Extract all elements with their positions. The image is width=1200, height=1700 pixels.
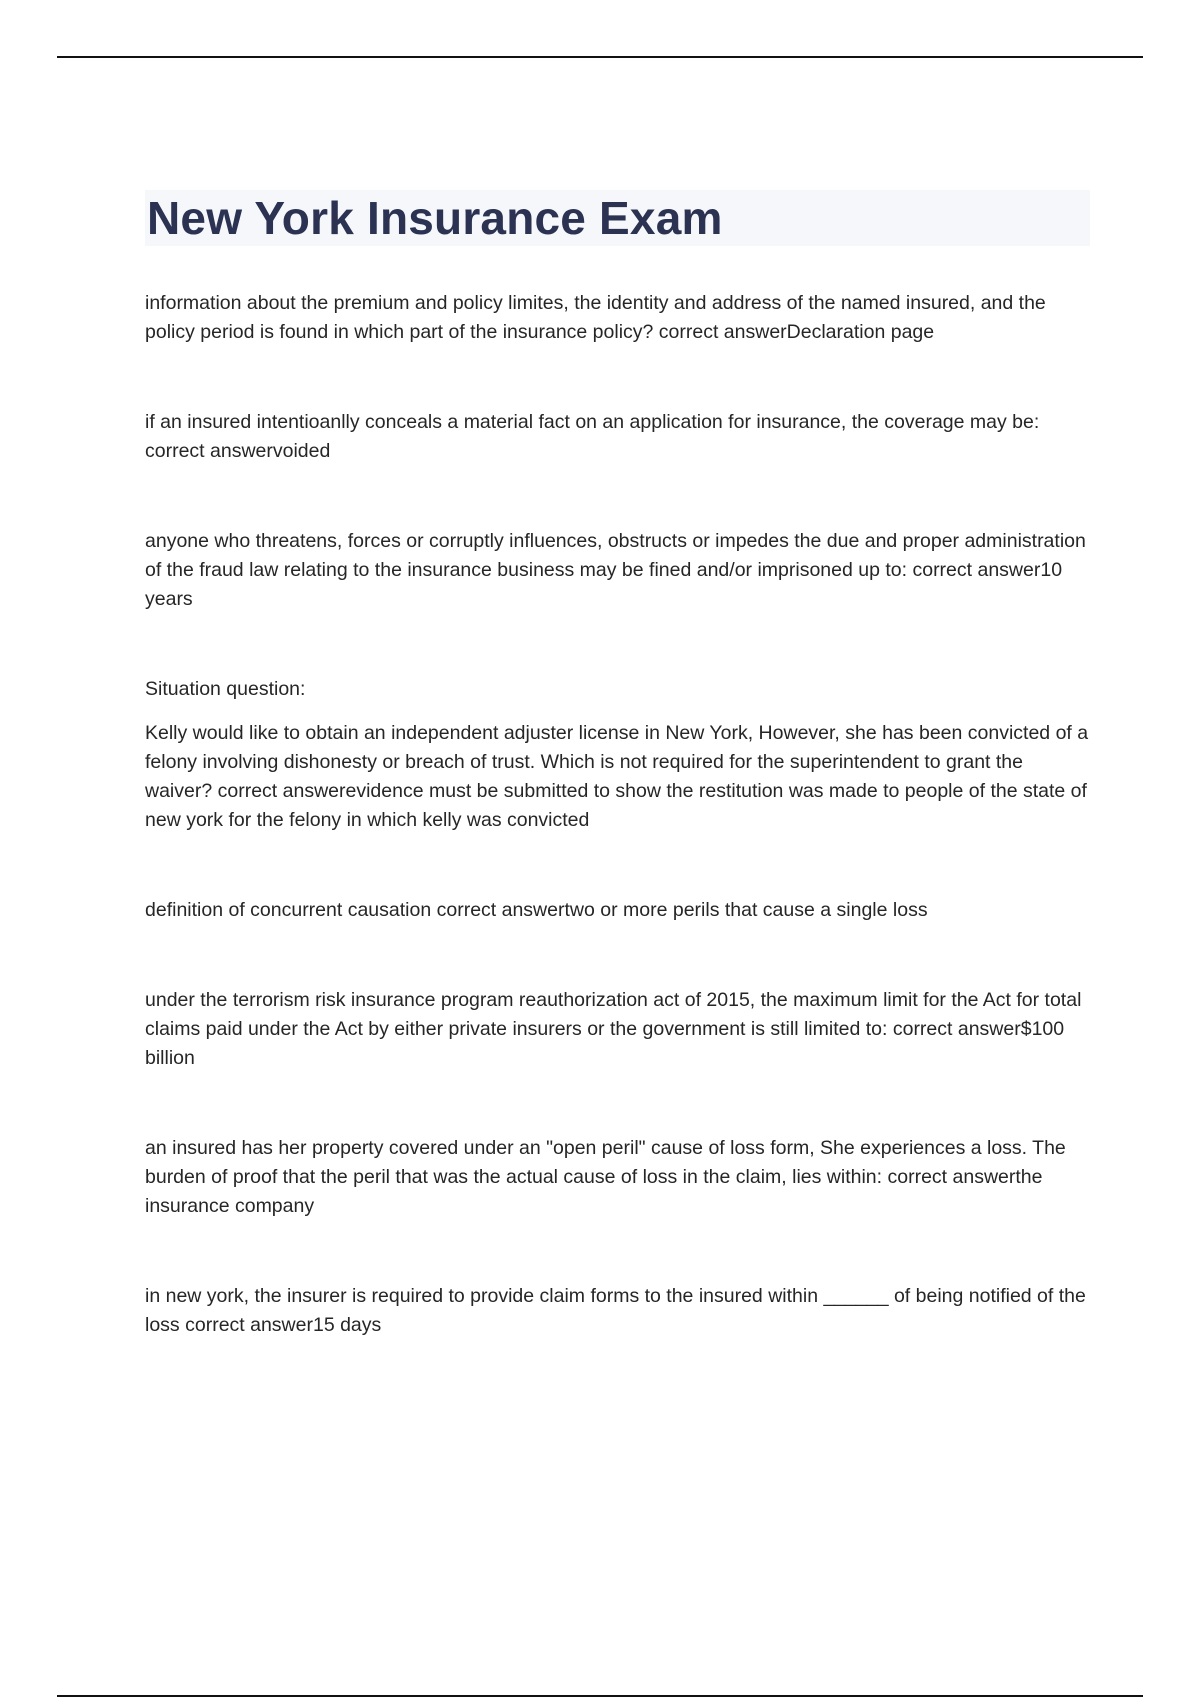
page-title: New York Insurance Exam	[147, 192, 723, 244]
answer-marker: correct answer	[892, 1018, 1021, 1040]
qa-text	[145, 1134, 1090, 1221]
answer-marker: correct answer	[887, 1166, 1016, 1188]
qa-item	[145, 675, 1090, 835]
answer-text: 15 days	[312, 1314, 382, 1336]
qa-text	[145, 408, 1090, 466]
answer-text: Declaration page	[786, 321, 935, 343]
answer-marker: correct answer	[436, 899, 565, 921]
question-text: information about the premium and policy limites, the identity and address of the named insured, and the policy period is found in which part of the insurance policy?	[145, 292, 1046, 343]
top-rule	[57, 56, 1143, 58]
qa-item	[145, 408, 1090, 466]
qa-item	[145, 1134, 1090, 1221]
qa-list	[145, 289, 1090, 1340]
situation-label: Situation question:	[145, 678, 306, 700]
answer-text: the insurance company	[145, 1166, 1043, 1217]
qa-text	[145, 1282, 1090, 1340]
qa-text	[145, 289, 1090, 347]
qa-text	[145, 527, 1090, 614]
title-band	[145, 190, 1090, 246]
answer-marker: correct answer	[912, 559, 1041, 581]
question-text: Kelly would like to obtain an independent adjuster license in New York, However, she has been convicted of a felony involving dishonesty or breach of trust. Which is not required for the superintendent to grant the waiver?	[145, 722, 1089, 802]
qa-item	[145, 986, 1090, 1073]
question-text: in new york, the insurer is required to provide claim forms to the insured within ______ of being notified of the loss	[145, 1285, 1086, 1336]
qa-text	[145, 986, 1090, 1073]
answer-text: voided	[272, 440, 331, 462]
answer-text: $100 billion	[145, 1018, 1065, 1069]
question-text: an insured has her property covered under an "open peril" cause of loss form, She experiences a loss. The burden of proof that the peril that was the actual cause of loss in the claim, lies within:	[145, 1137, 1066, 1188]
answer-text: two or more perils that cause a single loss	[564, 899, 928, 921]
qa-text	[145, 896, 1090, 925]
qa-text	[145, 719, 1090, 835]
qa-item	[145, 896, 1090, 925]
qa-item	[145, 527, 1090, 614]
answer-marker: correct answer	[217, 780, 346, 802]
qa-item	[145, 289, 1090, 347]
answer-marker: correct answer	[185, 1314, 313, 1336]
question-text: anyone who threatens, forces or corruptly influences, obstructs or impedes the due and proper administration of the fraud law relating to the insurance business may be fined and/or imprisoned up to:	[145, 530, 1086, 581]
answer-text: 10 years	[145, 559, 1063, 610]
answer-marker: correct answer	[658, 321, 787, 343]
question-text: definition of concurrent causation	[145, 899, 432, 921]
qa-item	[145, 1282, 1090, 1340]
answer-text: evidence must be submitted to show the restitution was made to people of the state of new york for the felony in which kelly was convicted	[145, 780, 1087, 831]
question-text: if an insured intentioanlly conceals a material fact on an application for insurance, the coverage may be:	[145, 411, 1040, 433]
question-text: under the terrorism risk insurance program reauthorization act of 2015, the maximum limit for the Act for total claims paid under the Act by either private insurers or the government is still limited to:	[145, 989, 1082, 1040]
page-content	[145, 190, 1090, 1401]
bottom-rule	[57, 1695, 1143, 1697]
answer-marker: correct answer	[145, 440, 273, 462]
